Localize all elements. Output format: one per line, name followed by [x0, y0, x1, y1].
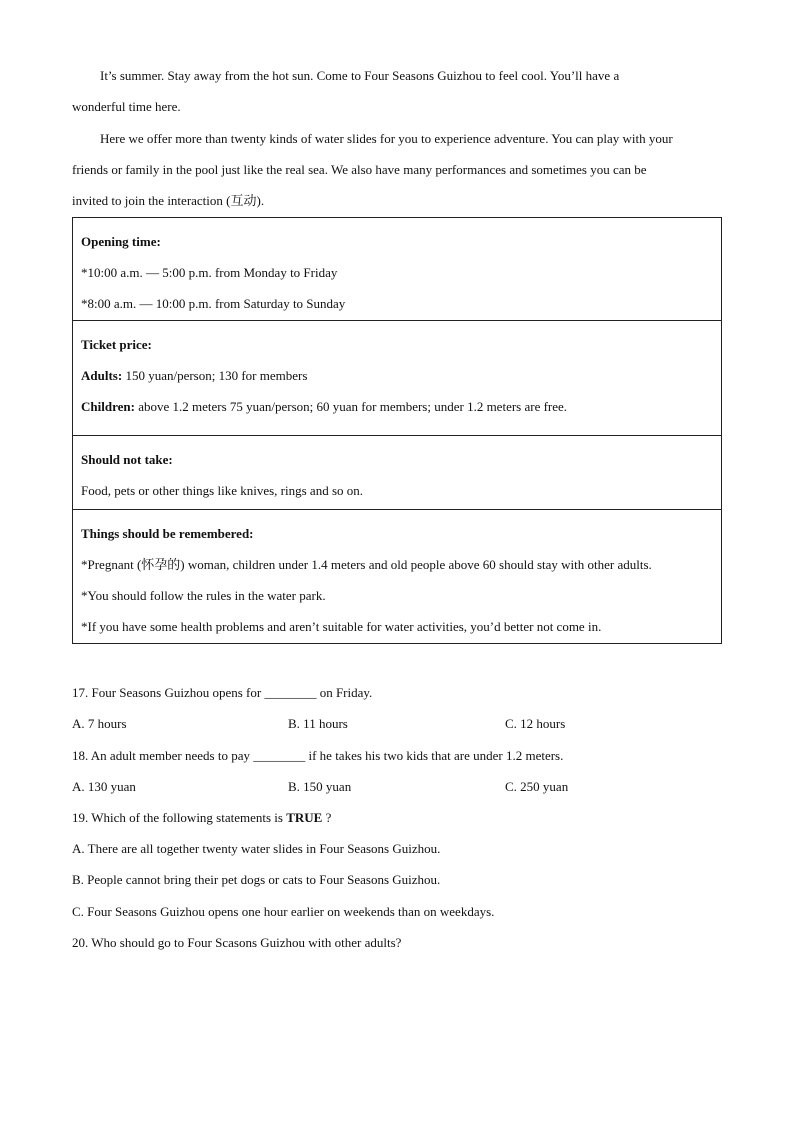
q19-stem-pre: 19. Which of the following statements is	[72, 810, 287, 825]
question-19	[72, 808, 331, 828]
info-box	[72, 217, 722, 644]
question-18: 18. An adult member needs to pay ________ if he takes his two kids that are under 1.2 meters.	[72, 748, 564, 763]
question-17: 17. Four Seasons Guizhou opens for ________ on Friday.	[72, 685, 373, 700]
section-title: Should not take:	[81, 452, 173, 467]
children-price	[81, 391, 713, 422]
q19-option-b[interactable]: B. People cannot bring their pet dogs or cats to Four Seasons Guizhou.	[72, 872, 441, 887]
adults-text: 150 yuan/person; 130 for members	[122, 368, 308, 383]
opening-time-section	[73, 218, 721, 320]
q18-option-c[interactable]: C. 250 yuan	[505, 779, 569, 794]
children-text: above 1.2 meters 75 yuan/person; 60 yuan for members; under 1.2 meters are free.	[134, 399, 568, 414]
remember-item: *Pregnant (怀孕的) woman, children under 1.4 meters and old people above 60 should stay with other adults.	[81, 557, 652, 572]
passage-paragraph-1	[72, 60, 722, 122]
opening-weekend: *8:00 a.m. — 10:00 p.m. from Saturday to Sunday	[81, 296, 346, 311]
section-title: Things should be remembered:	[81, 526, 254, 541]
ticket-price-section	[73, 320, 721, 435]
children-label: Children:	[81, 399, 135, 414]
remember-item: *You should follow the rules in the water park.	[81, 588, 326, 603]
q19-option-c[interactable]: C. Four Seasons Guizhou opens one hour earlier on weekends than on weekdays.	[72, 904, 495, 919]
section-title: Ticket price:	[81, 337, 152, 352]
passage-line: It’s summer. Stay away from the hot sun. Come to Four Seasons Guizhou to feel cool. You’ll have a	[100, 68, 620, 83]
section-title: Opening time:	[81, 234, 161, 249]
q19-stem-emphasis: TRUE	[286, 810, 323, 825]
passage-paragraph-2	[72, 123, 722, 216]
adults-label: Adults:	[81, 368, 123, 383]
passage-line: Here we offer more than twenty kinds of water slides for you to experience adventure. You can play with your	[100, 131, 673, 146]
should-not-take-section	[73, 435, 721, 509]
passage-line: wonderful time here.	[72, 99, 181, 114]
q19-stem-post: ?	[322, 810, 332, 825]
adults-price	[81, 360, 713, 391]
not-take-items: Food, pets or other things like knives, rings and so on.	[81, 483, 364, 498]
question-20: 20. Who should go to Four Scasons Guizhou with other adults?	[72, 935, 402, 950]
passage-line: invited to join the interaction (互动).	[72, 193, 265, 208]
q19-option-a[interactable]: A. There are all together twenty water slides in Four Seasons Guizhou.	[72, 841, 441, 856]
q18-option-a[interactable]: A. 130 yuan	[72, 779, 136, 794]
opening-weekday: *10:00 a.m. — 5:00 p.m. from Monday to Friday	[81, 265, 338, 280]
passage-line: friends or family in the pool just like the real sea. We also have many performances and sometimes you can be	[72, 162, 647, 177]
remember-item: *If you have some health problems and aren’t suitable for water activities, you’d better not come in.	[81, 619, 602, 634]
q17-option-b[interactable]: B. 11 hours	[288, 716, 348, 731]
remember-section	[73, 509, 721, 643]
q17-option-c[interactable]: C. 12 hours	[505, 716, 566, 731]
q17-option-a[interactable]: A. 7 hours	[72, 716, 127, 731]
q18-option-b[interactable]: B. 150 yuan	[288, 779, 352, 794]
